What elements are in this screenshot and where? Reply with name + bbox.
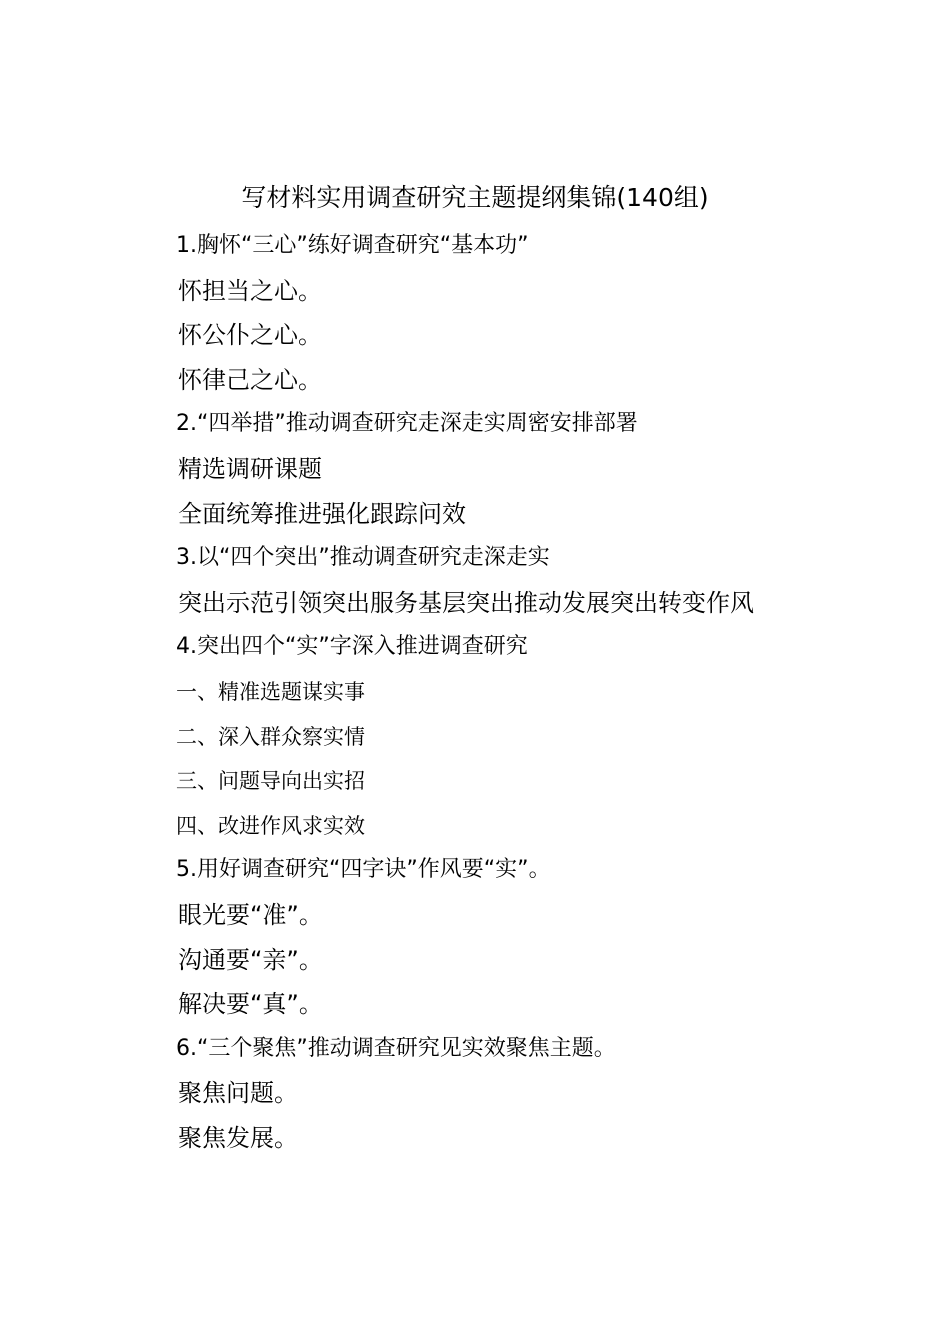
text-line: 6.“三个聚焦”推动调查研究见实效聚焦主题。	[176, 1035, 616, 1061]
text-line: 5.用好调查研究“四字诀”作风要“实”。	[176, 857, 551, 883]
text-line: 精选调研课题	[178, 454, 322, 483]
text-line: 1.胸怀“三心”练好调查研究“基本功”	[176, 233, 529, 258]
text-line: 一、精准选题谋实事	[176, 679, 365, 704]
text-line: 2.“四举措”推动调查研究走深走实周密安排部署	[176, 411, 638, 437]
text-line: 解决要“真”。	[178, 990, 323, 1019]
document-body	[176, 226, 916, 1162]
text-line: 眼光要“准”。	[178, 900, 323, 929]
document-title: 写材料实用调查研究主题提纲集锦(140组)	[241, 183, 709, 212]
text-line: 二、深入群众察实情	[176, 724, 365, 749]
text-line: 4.突出四个“实”字深入推进调查研究	[176, 634, 528, 660]
text-line: 3.以“四个突出”推动调查研究走深走实	[176, 545, 550, 571]
text-line: 怀律己之心。	[178, 365, 322, 394]
text-line: 全面统筹推进强化跟踪问效	[178, 499, 466, 528]
text-line: 聚焦问题。	[178, 1079, 298, 1108]
text-line: 三、问题导向出实招	[176, 769, 365, 794]
text-line: 聚焦发展。	[178, 1123, 298, 1152]
text-line: 怀公仆之心。	[178, 321, 322, 350]
text-line: 突出示范引领突出服务基层突出推动发展突出转变作风	[178, 588, 754, 617]
text-line: 四、改进作风求实效	[176, 813, 365, 838]
text-line: 怀担当之心。	[178, 276, 322, 305]
text-line: 沟通要“亲”。	[178, 945, 323, 974]
